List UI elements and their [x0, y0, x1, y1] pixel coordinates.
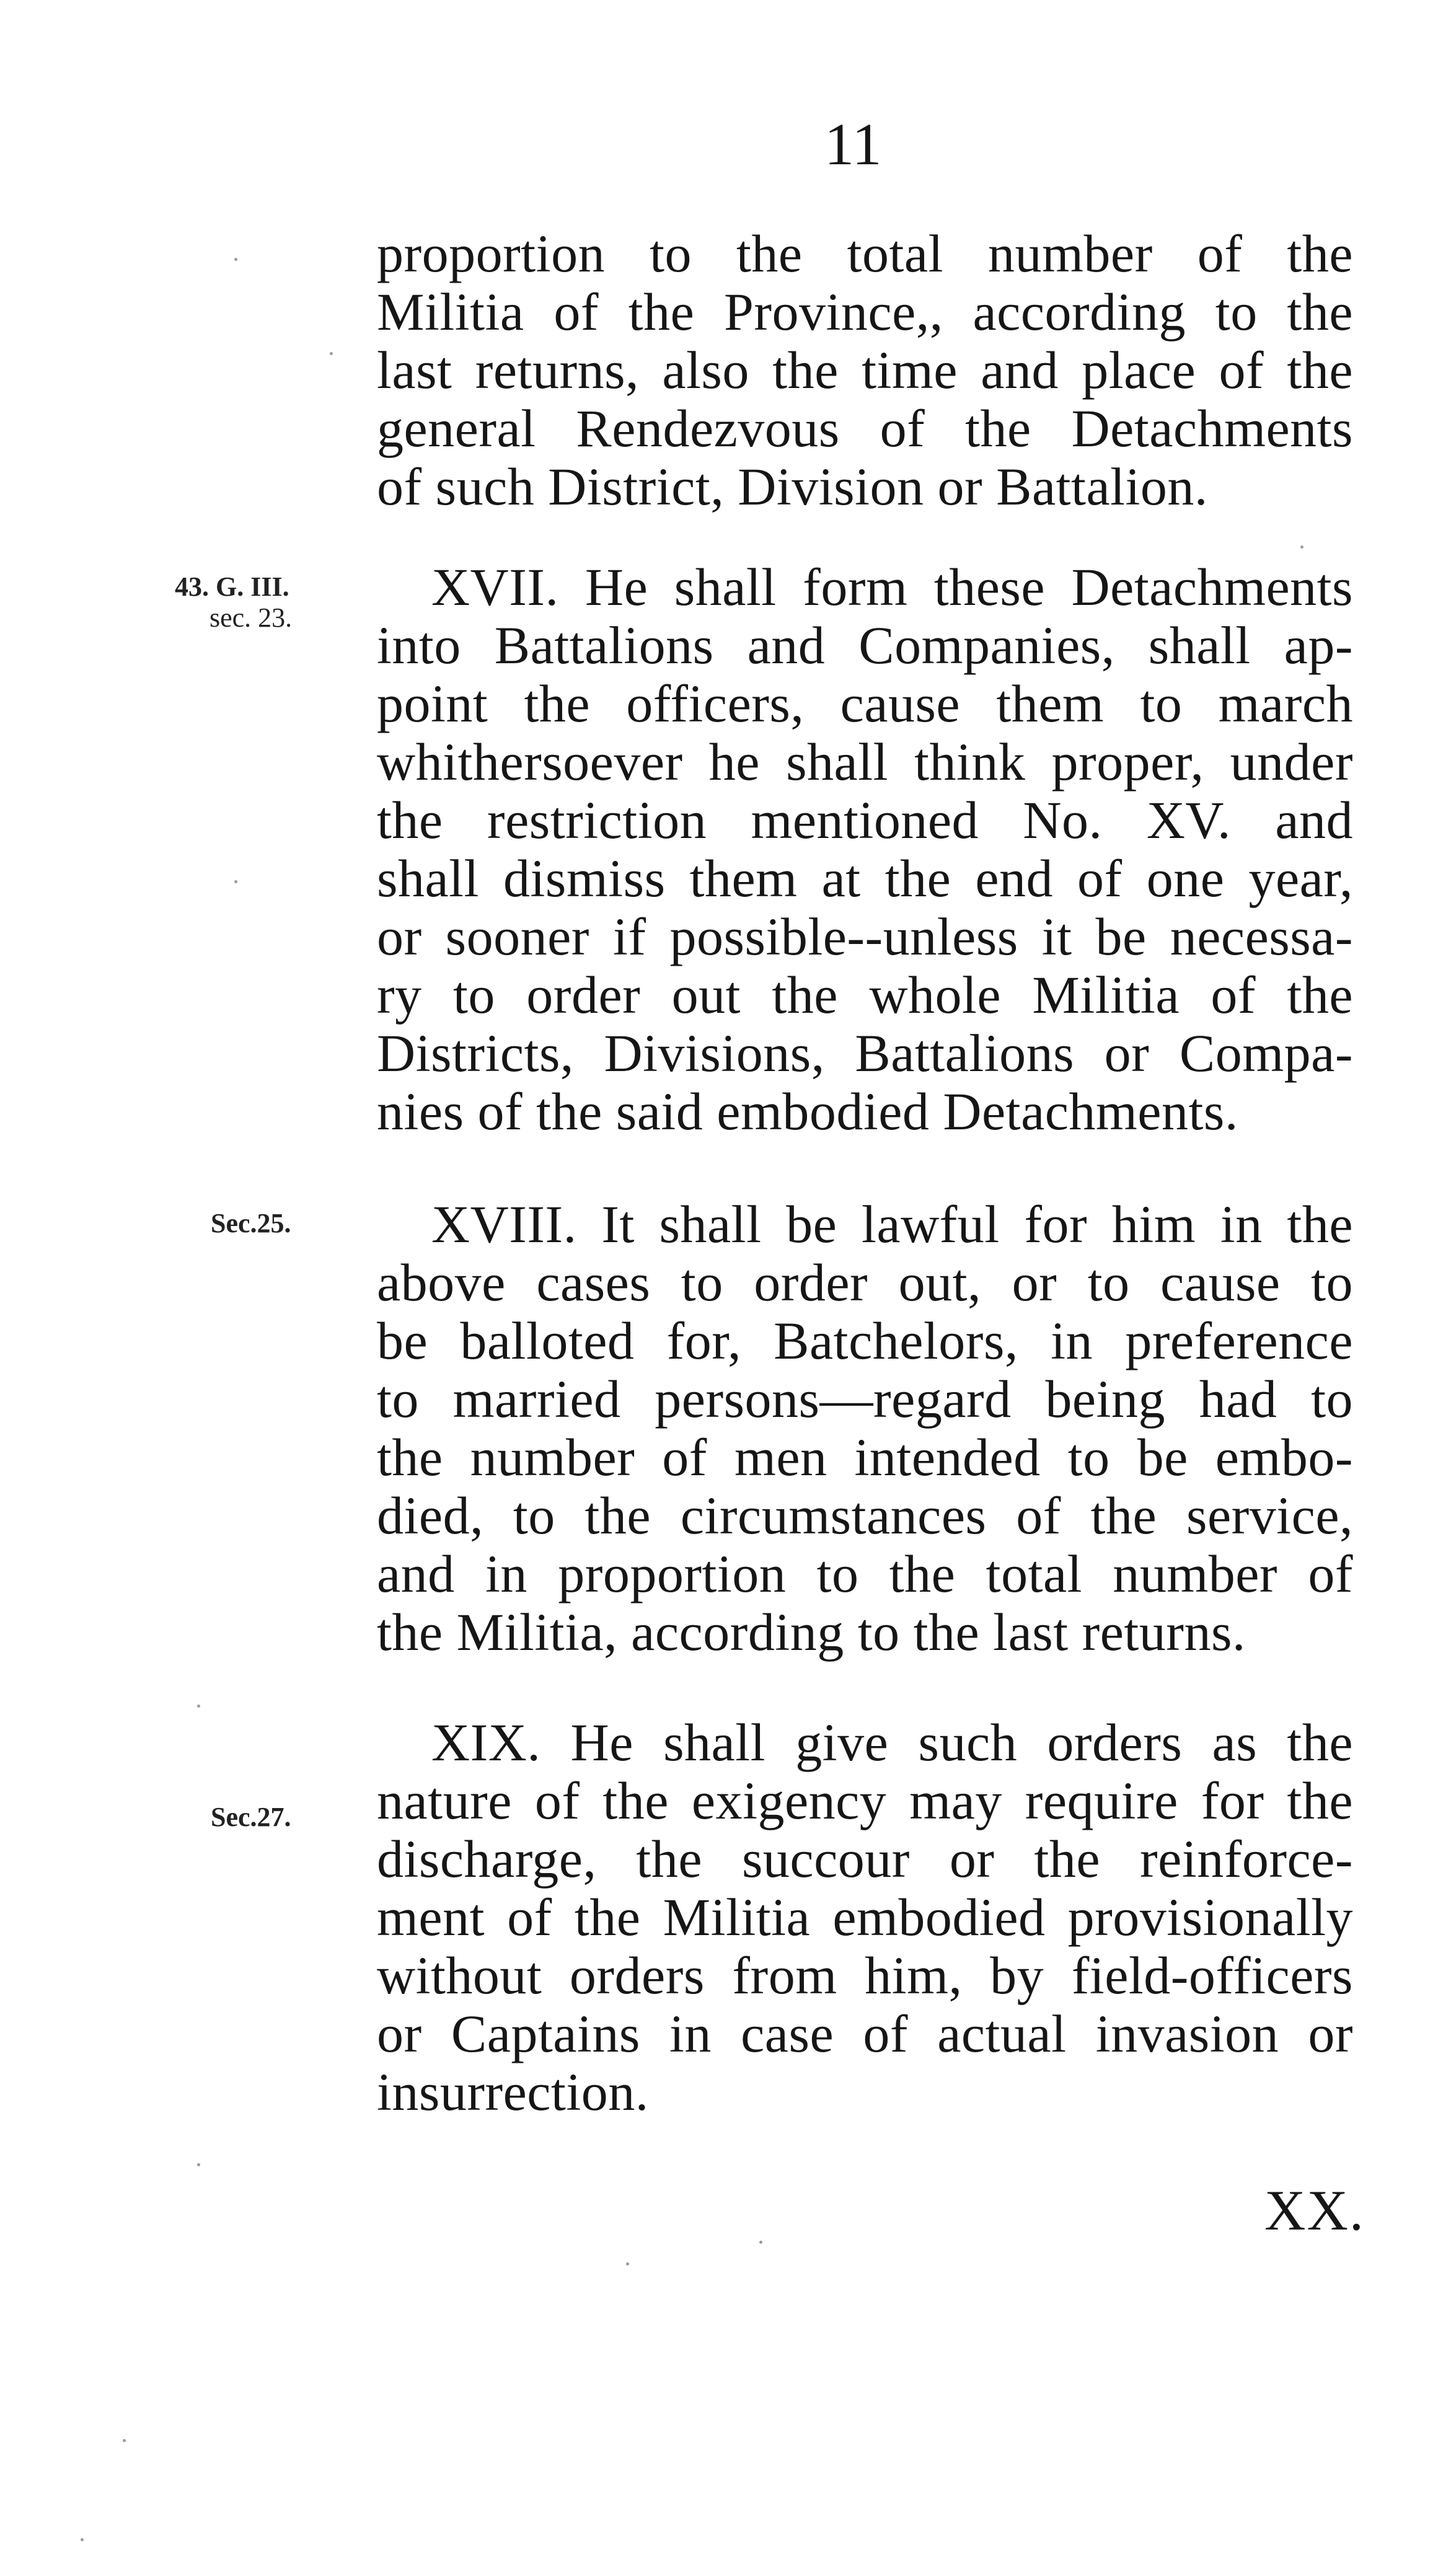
text-line: or sooner if possible--unless it be necessa- [377, 907, 1353, 966]
paper-speck [197, 2163, 200, 2166]
paragraph-xix [377, 1713, 1353, 2121]
page-number: 11 [824, 111, 882, 177]
text-line: nature of the exigency may require for the [377, 1771, 1353, 1830]
paper-speck [1300, 545, 1303, 549]
text-line: be balloted for, Batchelors, in preference [377, 1311, 1353, 1370]
margin-note-section: Sec.25. [211, 1208, 291, 1238]
paper-speck [626, 2262, 629, 2265]
text-line: the restriction mentioned No. XV. and [377, 790, 1353, 850]
text-line: XIX. He shall give such orders as the [431, 1713, 1353, 1772]
text-line: to married persons—regard being had to [377, 1369, 1353, 1429]
text-line: whithersoever he shall think proper, under [377, 732, 1353, 792]
text-line: discharge, the succour or the reinforce- [377, 1829, 1353, 1889]
paragraph-xviii [377, 1195, 1353, 1661]
paper-speck [197, 1705, 200, 1708]
text-line: ry to order out the whole Militia of the [377, 965, 1353, 1025]
text-line: or Captains in case of actual invasion or [377, 2004, 1353, 2063]
text-line: XVII. He shall form these Detachments [431, 557, 1353, 617]
text-line: nies of the said embodied Detachments. [377, 1082, 1238, 1141]
text-line: ment of the Militia embodied provisionally [377, 1887, 1353, 1947]
paper-speck [759, 2241, 762, 2244]
text-line: Districts, Divisions, Battalions or Compa- [377, 1023, 1353, 1083]
margin-note-section: sec. 23. [210, 602, 293, 633]
text-line: died, to the circumstances of the service, [377, 1486, 1353, 1545]
paper-speck [81, 2538, 84, 2541]
text-line: the number of men intended to be embo- [377, 1427, 1353, 1487]
text-line: general Rendezvous of the Detachments [377, 399, 1353, 458]
margin-note-statute: 43. G. III. [175, 571, 289, 602]
text-line: into Battalions and Companies, shall ap- [377, 615, 1353, 675]
paragraph-xvii [377, 558, 1353, 1140]
paper-speck [123, 2439, 126, 2442]
text-line: last returns, also the time and place of the [377, 340, 1353, 400]
text-line: proportion to the total number of the [377, 224, 1353, 283]
text-line: Militia of the Province,, according to the [377, 282, 1353, 342]
paper-speck [234, 258, 237, 261]
text-line: and in proportion to the total number of [377, 1544, 1353, 1603]
paper-speck [234, 880, 237, 883]
paper-speck [330, 352, 333, 355]
catchword: XX. [1264, 2179, 1365, 2242]
text-line: insurrection. [377, 2062, 649, 2122]
text-line: above cases to order out, or to cause to [377, 1253, 1353, 1312]
text-line: the Militia, according to the last returns. [377, 1602, 1246, 1662]
paragraph-continuation [377, 224, 1353, 516]
text-line: XVIII. It shall be lawful for him in the [431, 1194, 1353, 1254]
text-line: shall dismiss them at the end of one year, [377, 849, 1353, 908]
text-line: without orders from him, by field-officers [377, 1946, 1353, 2005]
margin-note-section: Sec.27. [211, 1802, 291, 1832]
text-line: of such District, Division or Battalion. [377, 457, 1208, 516]
text-line: point the officers, cause them to march [377, 674, 1353, 733]
